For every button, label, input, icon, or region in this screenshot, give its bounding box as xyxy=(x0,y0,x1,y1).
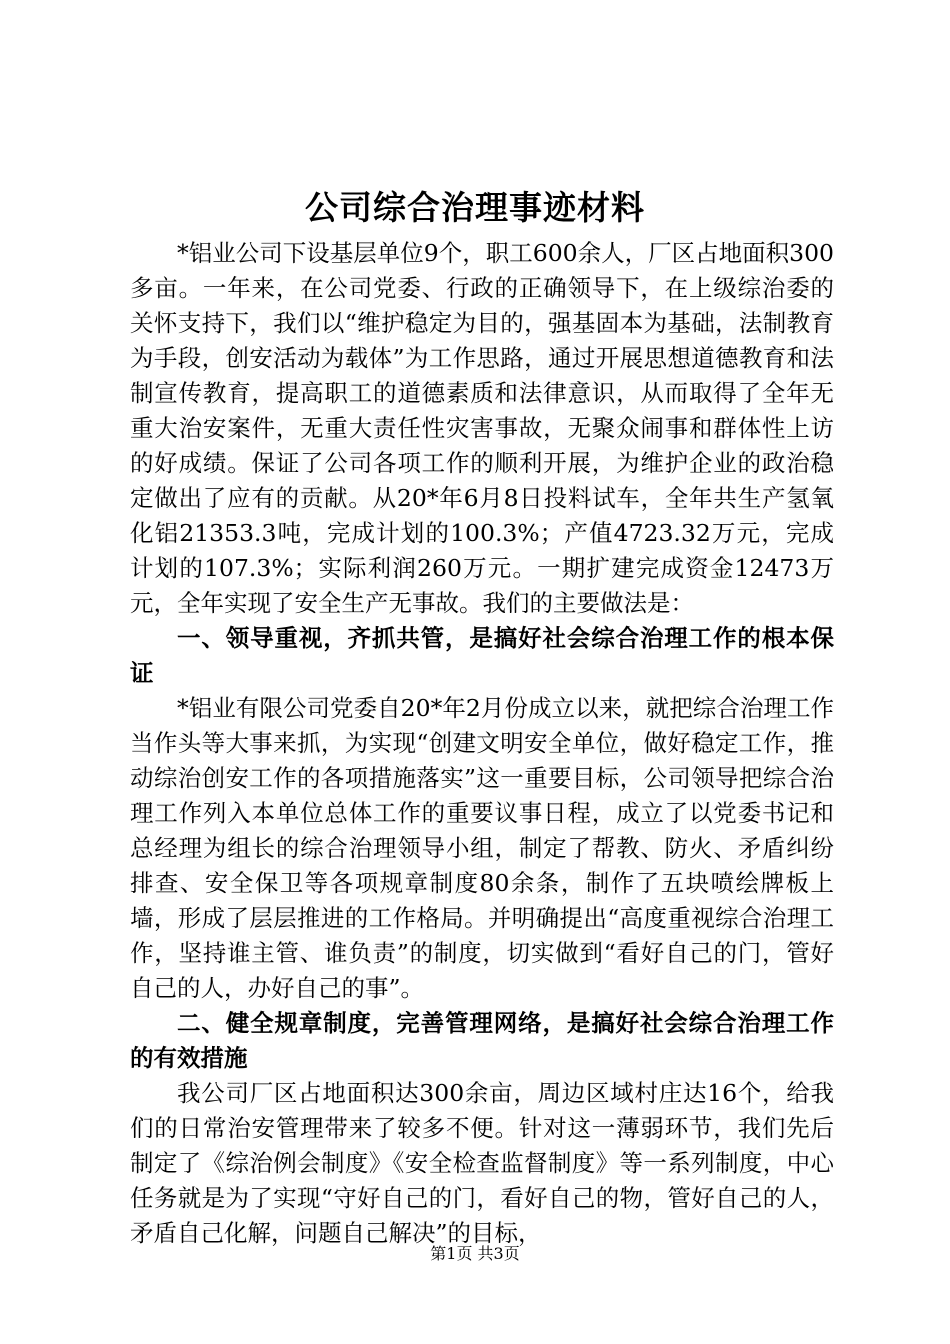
page-footer: 第1页 共3页 xyxy=(430,1244,520,1263)
document-body xyxy=(130,236,834,1251)
paragraph-intro: *铝业公司下设基层单位9个，职工600余人，厂区占地面积300多亩。一年来，在公司党委、行政的正确领导下，在上级综治委的关怀支持下，我们以“维护稳定为目的，强基固本为基础，法制教育为手段，创安活动为载体”为工作思路，通过开展思想道德教育和法制宣传教育，提高职工的道德素质和法律意识，从而取得了全年无重大治安案件，无重大责任性灾害事故，无聚众闹事和群体性上访的好成绩。保证了公司各项工作的顺利开展，为维护企业的政治稳定做出了应有的贡献。从20*年6月8日投料试车，全年共生产氢氧化铝21353.3吨，完成计划的100.3%；产值4723.32万元，完成计划的107.3%；实际利润260万元。一期扩建完成资金12473万元，全年实现了安全生产无事故。我们的主要做法是： xyxy=(130,239,834,617)
document-title: 公司综合治理事迹材料 xyxy=(305,188,645,227)
section-heading-2: 二、健全规章制度，完善管理网络，是搞好社会综合治理工作的有效措施 xyxy=(130,1009,834,1072)
paragraph-section-2: 我公司厂区占地面积达300余亩，周边区域村庄达16个，给我们的日常治安管理带来了较多不便。针对这一薄弱环节，我们先后制定了《综治例会制度》《安全检查监督制度》等一系列制度，中心任务就是为了实现“守好自己的门，看好自己的物，管好自己的人，矛盾自己化解，问题自己解决”的目标， xyxy=(130,1079,834,1247)
paragraph-section-1: *铝业有限公司党委自20*年2月份成立以来，就把综合治理工作当作头等大事来抓，为实现“创建文明安全单位，做好稳定工作，推动综治创安工作的各项措施落实”这一重要目标，公司领导把综合治理工作列入本单位总体工作的重要议事日程，成立了以党委书记和总经理为组长的综合治理领导小组，制定了帮教、防火、矛盾纠纷排查、安全保卫等各项规章制度80余条，制作了五块喷绘牌板上墙，形成了层层推进的工作格局。并明确提出“高度重视综合治理工作，坚持谁主管、谁负责”的制度，切实做到“看好自己的门，管好自己的人，办好自己的事”。 xyxy=(130,694,834,1002)
section-heading-1: 一、领导重视，齐抓共管，是搞好社会综合治理工作的根本保证 xyxy=(130,624,834,687)
